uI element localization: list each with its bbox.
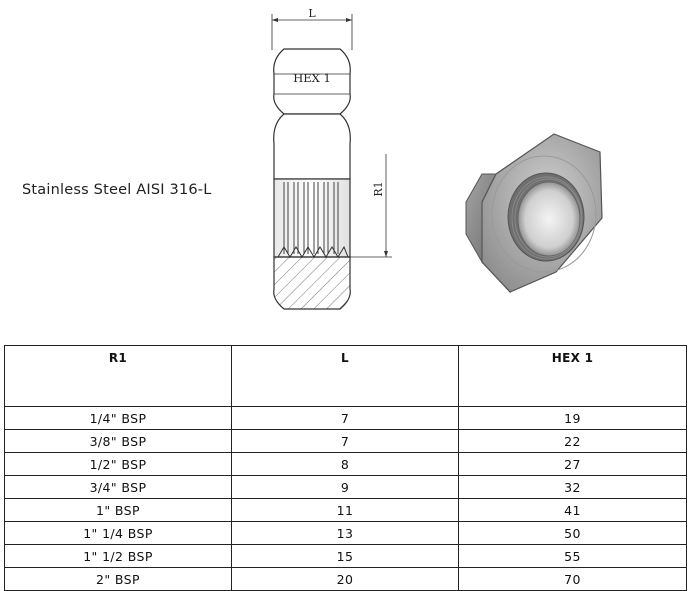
table-row (5, 568, 687, 591)
specification-table (4, 345, 687, 591)
cell-r1: 1" 1/2 BSP (5, 545, 232, 568)
cell-l: 7 (232, 430, 459, 453)
cell-r1: 1" BSP (5, 499, 232, 522)
dimension-l-label: L (308, 7, 316, 20)
cell-r1: 1/4" BSP (5, 407, 232, 430)
cell-r1: 1/2" BSP (5, 453, 232, 476)
hex-label: HEX 1 (293, 71, 331, 85)
cell-r1: 3/8" BSP (5, 430, 232, 453)
nut-hex-side-view (274, 49, 351, 179)
dimension-r1 (350, 154, 392, 257)
cell-l: 8 (232, 453, 459, 476)
cell-r1: 2" BSP (5, 568, 232, 591)
cell-hex1: 41 (459, 499, 687, 522)
cell-hex1: 22 (459, 430, 687, 453)
cell-r1: 3/4" BSP (5, 476, 232, 499)
nut-3d-render (452, 122, 612, 302)
cell-l: 13 (232, 522, 459, 545)
table-row (5, 453, 687, 476)
header-l: L (232, 346, 459, 407)
dimension-r1-label: R1 (372, 181, 385, 197)
cell-hex1: 27 (459, 453, 687, 476)
cell-hex1: 70 (459, 568, 687, 591)
cell-l: 7 (232, 407, 459, 430)
table-row (5, 407, 687, 430)
cell-l: 20 (232, 568, 459, 591)
table-row (5, 430, 687, 453)
cell-r1: 1" 1/4 BSP (5, 522, 232, 545)
table-row (5, 499, 687, 522)
cross-section-hatch (274, 257, 351, 309)
dimension-l (272, 7, 352, 50)
cell-hex1: 32 (459, 476, 687, 499)
header-r1: R1 (5, 346, 232, 407)
cell-hex1: 55 (459, 545, 687, 568)
cell-l: 11 (232, 499, 459, 522)
thread-section (274, 179, 350, 257)
cell-l: 15 (232, 545, 459, 568)
table-row (5, 522, 687, 545)
cell-hex1: 19 (459, 407, 687, 430)
cell-l: 9 (232, 476, 459, 499)
nut-technical-drawing (262, 4, 412, 314)
table-row (5, 476, 687, 499)
material-label: Stainless Steel AISI 316-L (22, 182, 212, 198)
cell-hex1: 50 (459, 522, 687, 545)
table-header-row (5, 346, 687, 407)
table-row (5, 545, 687, 568)
header-hex1: HEX 1 (459, 346, 687, 407)
